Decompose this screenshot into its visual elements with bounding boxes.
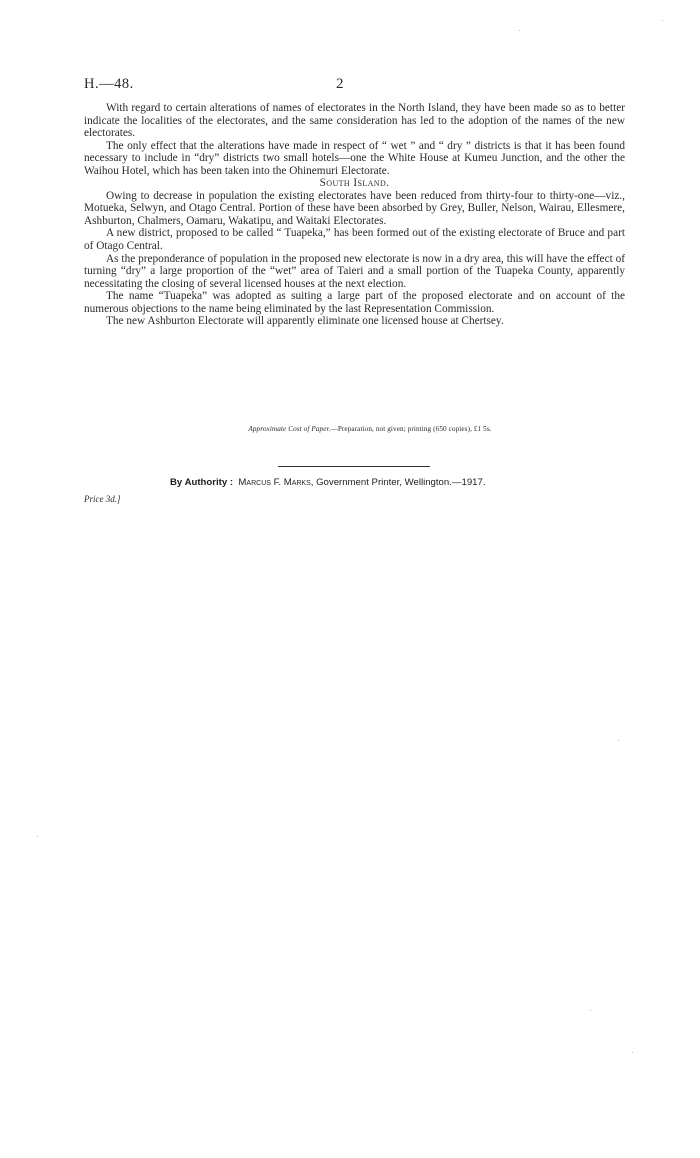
- cost-detail: —Preparation, not given; printing (650 copies), £1 5s.: [330, 425, 492, 433]
- paragraph-wet-dry-effect: The only effect that the alterations have made in respect of “ wet ” and “ dry ” districts is that it has been found necessary to include in “dry” districts two small hotels—one the White House at Kumeu Junction, and the other the Waihou Hotel, which has been taken into the Ohinemuri Electorate.: [84, 139, 625, 177]
- paragraph-north-island-names: With regard to certain alterations of names of electorates in the North Island, they have been made so as to better indicate the localities of the electorates, and the same consideration has led to the adoption of the names of the new electorates.: [84, 102, 625, 140]
- paragraph-ashburton: The new Ashburton Electorate will apparently eliminate one licensed house at Chertsey.: [106, 315, 504, 328]
- approximate-cost-line: [0, 425, 700, 433]
- authority-label: By Authority :: [170, 477, 234, 488]
- document-reference: H.—48.: [84, 76, 134, 92]
- footer-rule: [278, 466, 430, 467]
- paragraph-preponderance: As the preponderance of population in the proposed new electorate is now in a dry area, this will have the effect of turning “dry” a large proportion of the “wet” area of Taieri and a small portion of the Tuapeka County, apparently necessitating the closing of several licensed houses at the next election.: [84, 252, 625, 290]
- cost-label: Approximate Cost of Paper.: [248, 425, 331, 433]
- scan-speck: [662, 20, 663, 21]
- paragraph-tuapeka-name: The name “Tuapeka” was adopted as suiting a large part of the proposed electorate and on account of the numerous objections to the name being eliminated by the last Representation Commission.: [84, 290, 625, 315]
- authority-line: [170, 477, 486, 488]
- scan-speck: [519, 30, 520, 31]
- printer-details: , Government Printer, Wellington.—1917.: [310, 477, 486, 488]
- section-heading-south-island: South Island.: [319, 177, 390, 190]
- price: Price 3d.]: [84, 494, 121, 504]
- page-number: 2: [336, 76, 344, 92]
- paragraph-population-decrease: Owing to decrease in population the existing electorates have been reduced from thirty-four to thirty-one—viz., Motueka, Selwyn, and Otago Central. Portion of these have been absorbed by Grey, Buller, Nelson, Wairau, Ellesmere, Ashburton, Chalmers, Oamaru, Wakatipu, and Waitaki Electorates.: [84, 189, 625, 227]
- scan-speck: [590, 1010, 591, 1011]
- scan-speck: [618, 740, 619, 741]
- scan-speck: [37, 836, 38, 837]
- body-text: [84, 102, 625, 328]
- printer-name: Marcus F. Marks: [238, 477, 311, 488]
- paragraph-tuapeka-district: A new district, proposed to be called “ Tuapeka,” has been formed out of the existing electorate of Bruce and part of Otago Central.: [84, 227, 625, 253]
- scan-speck: [632, 1052, 633, 1053]
